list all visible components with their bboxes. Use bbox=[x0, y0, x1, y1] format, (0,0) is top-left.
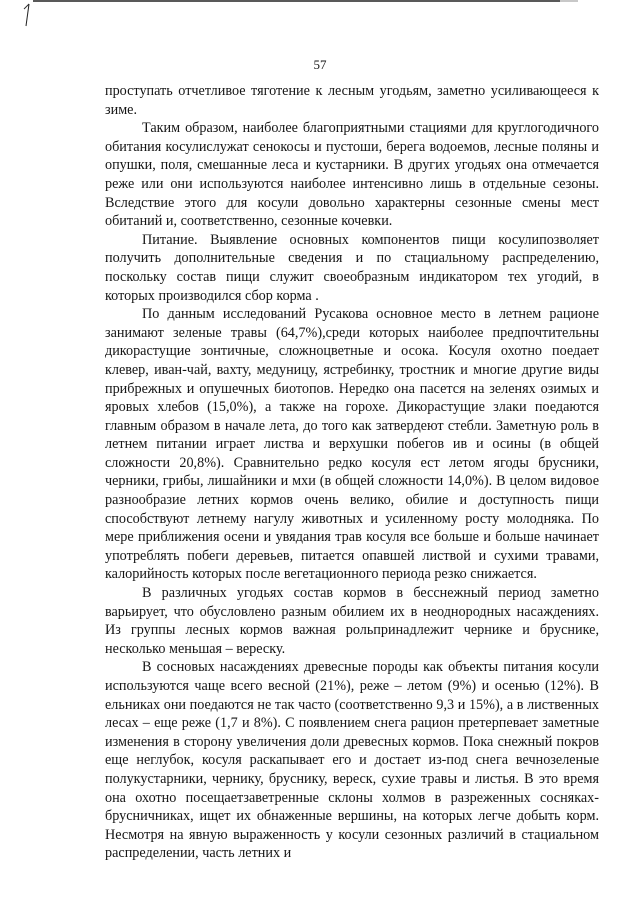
paragraph: Питание. Выявление основных компонентов пищи косулипозволяет получить дополнительные сведения и по стациальному распределению, поскольку состав пищи служит своеобразным индикатором тех угодий, в которых производился сбор корма . bbox=[105, 231, 599, 304]
paragraph: Таким образом, наиболее благоприятными стациями для круглогодичного обитания косулислужат сенокосы и пустоши, берега водоемов, лесные поляны и опушки, поля, смешанные леса и кустарники. В других угодьях она отмечается реже или они используются наиболее интенсивно лишь в отдельные сезоны. Вследствие этого для косули довольно характерны сезонные смены мест обитаний и, соответственно, сезонные кочевки. bbox=[105, 120, 599, 230]
paragraph: проступать отчетливое тяготение к лесным угодьям, заметно усиливающееся к зиме. bbox=[105, 83, 599, 118]
paragraph: В различных угодьях состав кормов в бесснежный период заметно варьирует, что обусловлено разным обилием их в неоднородных насаждениях. Из группы лесных кормов важная рольпринадлежит чернике и бруснике, несколько меньшая – вереску. bbox=[105, 585, 599, 657]
paragraph: В сосновых насаждениях древесные породы как объекты питания косули используются чаще всего весной (21%), реже – летом (9%) и осенью (12%). В ельниках они поедаются не так часто (соответственно 9,3 и 15%), а в лиственных лесах – еще реже (1,7 и 8%). С появлением снега рацион претерпевает заметные изменения в сторону увеличения доли древесных кормов. Пока снежный покров еще неглубок, косуля раскапывает его и достает из-под снега вечнозеленые полукустарники, чернику, бруснику, вереск, сухие травы и листья. В это время она охотно посещаетзаветренные склоны холмов в разреженных сосняках-брусничниках, ищет их обнаженные вершины, на которых легче добыть корм. Несмотря на явную выраженность у косули сезонных различий в стациальном распределении, часть летних и bbox=[105, 659, 599, 862]
document-body bbox=[105, 82, 599, 863]
paragraph: По данным исследований Русакова основное место в летнем рационе занимают зеленые травы (64,7%),среди которых наиболее предпочтительны дикорастущие зонтичные, сложноцветные и осока. Косуля охотно поедает клевер, иван-чай, вахту, медуницу, ястребинку, тростник и многие другие виды прибрежных и опушечных биотопов. Нередко она пасется на зеленях озимых и яровых хлебов (15,0%), а также на горохе. Дикорастущие злаки поедаются главным образом в начале лета, до того как затвердеют стебли. Заметную роль в летнем питании играет листва и верхушки побегов ив и осины (в общей сложности 20,8%). Сравнительно редко косуля ест летом ягоды брусники, черники, грибы, лишайники и мхи (в общей сложности 14,0%). В целом видовое разнообразие летних кормов очень велико, обилие и доступность пищи способствуют летнему нагулу животных и усиленному росту молодняка. По мере приближения осени и увядания трав косуля все больше и больше начинает употреблять побеги деревьев, питается опавшей листвой и сухими травами, калорийность которых после вегетационного периода резко снижается. bbox=[105, 306, 599, 583]
page-number: 57 bbox=[313, 57, 327, 72]
scan-corner-mark bbox=[0, 0, 640, 40]
